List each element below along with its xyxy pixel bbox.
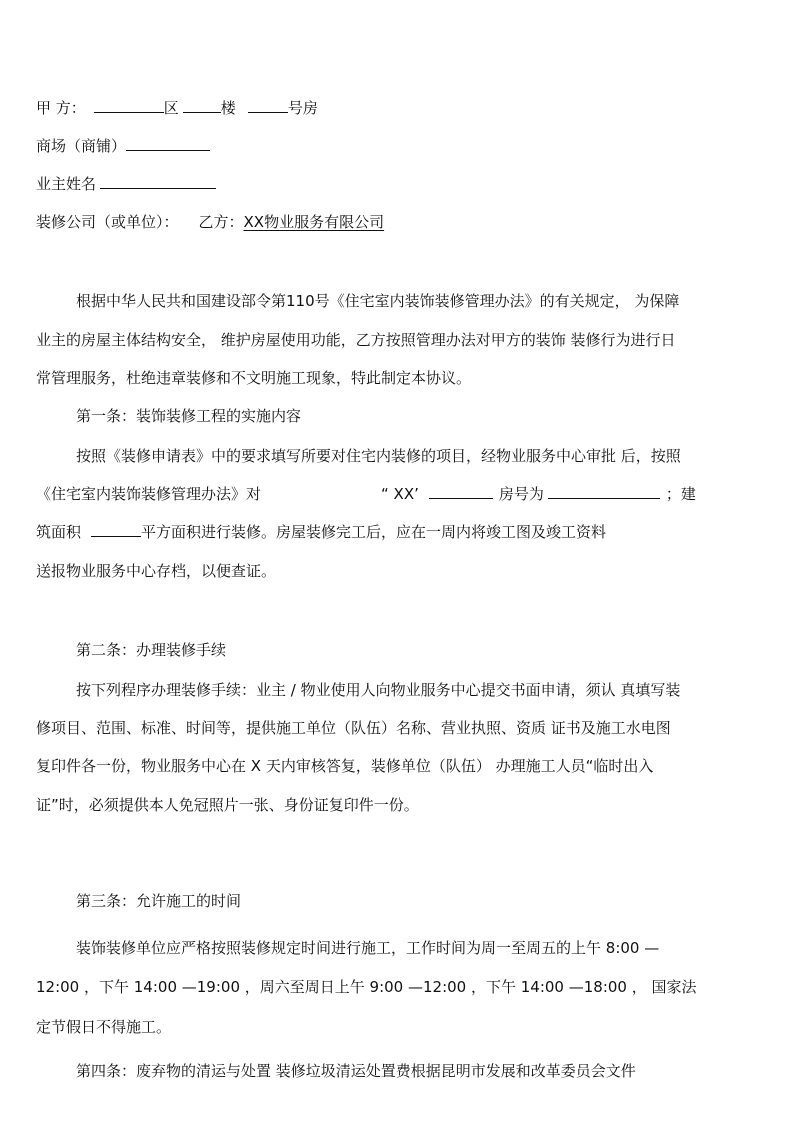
room-label: 号房 [287,99,318,117]
article-1-regulation: 《住宅室内装饰装修管理办法》对 [36,485,262,503]
article-1-line-4: 送报物业服务中心存档，以便查证。 [36,562,277,580]
district-label: 区 [163,99,179,117]
article-1-name-blank [429,484,493,499]
intro-line-2: 业主的房屋主体结构安全， 维护房屋使用功能，乙方按照管理办法对甲方的装饰 装修行为进行日 [36,331,676,349]
shop-line [36,136,210,156]
article-3-line-3: 定节假日不得施工。 [36,1018,172,1036]
party-a-line [36,98,318,118]
article-2-title: 第二条：办理装修手续 [76,641,227,659]
article-1-line-2 [36,484,696,504]
shop-label: 商场（商铺） [36,137,127,155]
party-b-label: 乙方： [198,213,244,231]
article-1-area-blank [91,522,141,537]
company-label: 装修公司（或单位）： [36,213,179,231]
article-1-line-3 [36,522,606,542]
building-blank [183,98,221,113]
article-1-xx: “ XX’ [381,485,419,503]
party-a-label: 甲 方： [36,99,86,117]
article-2-line-4: 证”时，必须提供本人免冠照片一张、身份证复印件一份。 [36,796,419,814]
article-1-title: 第一条：装饰装修工程的实施内容 [76,407,302,425]
article-1-room-blank [548,484,660,499]
owner-blank [100,174,216,189]
owner-line [36,174,216,194]
article-1-line-1: 按照《装修申请表》中的要求填写所要对住宅内装修的项目，经物业服务中心审批 后，按照 [76,447,681,465]
room-blank [248,98,288,113]
article-1-area-rest: 平方面积进行装修。房屋装修完工后，应在一周内将竣工图及竣工资料 [141,523,607,541]
article-1-room-label: 房号为 [498,485,544,503]
article-1-area-label: 筑面积 [36,523,82,541]
district-blank [94,98,164,113]
shop-blank [126,136,210,151]
party-b-name: XX物业服务有限公司 [243,213,385,231]
owner-label: 业主姓名 [36,175,97,193]
company-line [36,212,384,232]
article-3-title: 第三条：允许施工的时间 [76,892,242,910]
intro-line-3: 常管理服务，杜绝违章装修和不文明施工现象，特此制定本协议。 [36,369,472,387]
building-label: 楼 [220,99,236,117]
article-2-line-1: 按下列程序办理装修手续：业主 / 物业使用人向物业服务中心提交书面申请，须认 真填写装 [76,681,681,699]
article-4-line-1: 第四条：废弃物的清运与处置 装修垃圾清运处置费根据昆明市发展和改革委员会文件 [76,1062,636,1080]
article-1-jian: ；建 [665,485,696,503]
intro-line-1: 根据中华人民共和国建设部令第110号《住宅室内装饰装修管理办法》的有关规定， 为保障 [76,292,680,310]
article-3-line-1: 装饰装修单位应严格按照装修规定时间进行施工，工作时间为周一至周五的上午 8:00 — [76,939,660,957]
article-2-line-3: 复印件各一份，物业服务中心在 X 天内审核答复，装修单位（队伍） 办理施工人员“临时出入 [36,757,654,775]
article-2-line-2: 修项目、范围、标准、时间等，提供施工单位（队伍）名称、营业执照、资质 证书及施工水电图 [36,719,671,737]
article-3-line-2: 12:00 ，下午 14:00 —19:00 ，周六至周日上午 9:00 —12:00 ，下午 14:00 —18:00 ， 国家法 [36,978,697,996]
